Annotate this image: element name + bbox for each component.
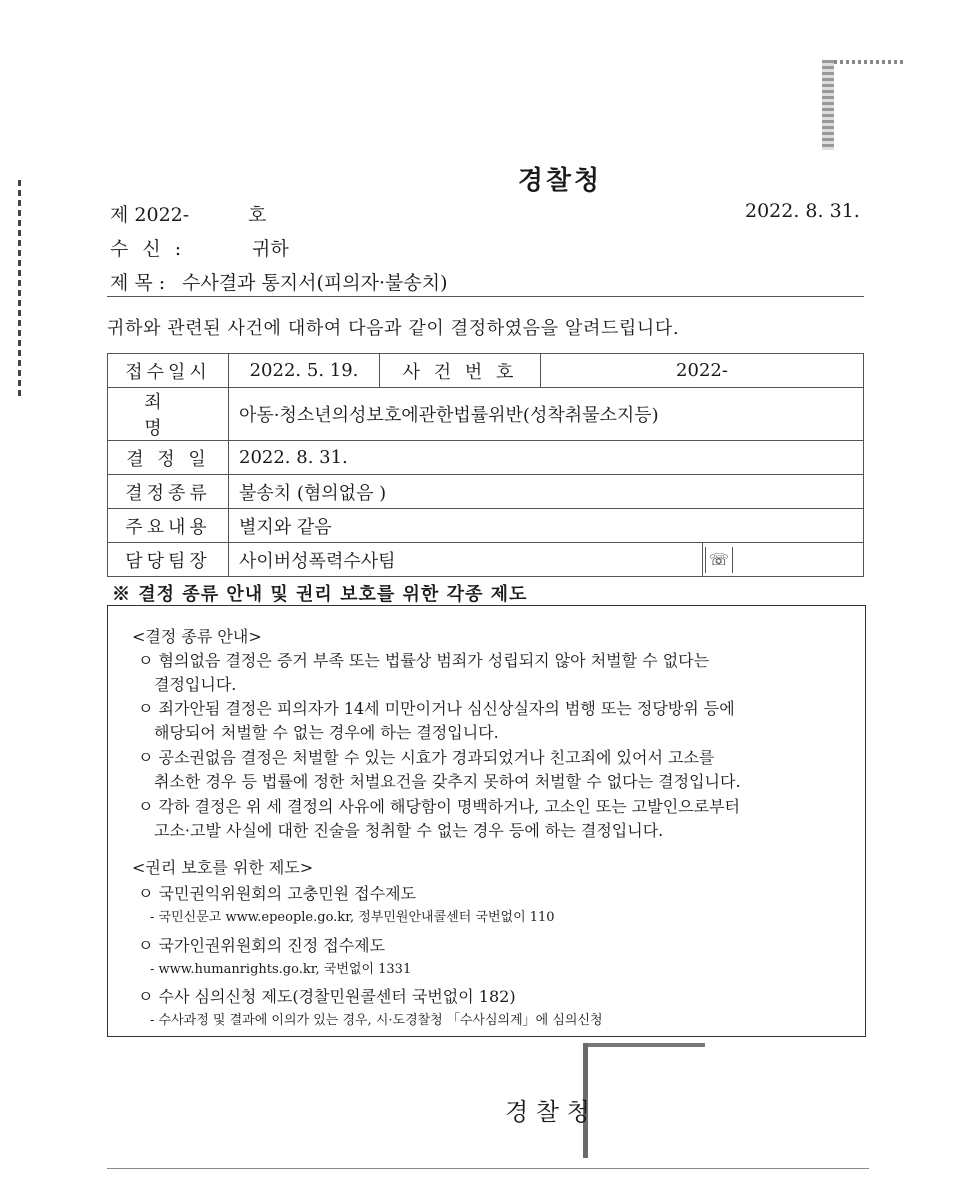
case-info-table bbox=[107, 353, 864, 577]
footer-agency: 경 찰 청 bbox=[505, 1098, 590, 1126]
decision-guide-item-line1: ㅇ 죄가안됨 결정은 피의자가 14세 미만이거나 심신상실자의 범행 또는 정당방위 등에 bbox=[138, 699, 735, 718]
phone-cell bbox=[703, 543, 864, 577]
rights-guide-item-detail: - www.humanrights.go.kr, 국번없이 1331 bbox=[150, 962, 412, 977]
rights-guide-heading: <권리 보호를 위한 제도> bbox=[132, 858, 314, 877]
receipt-date: 2022. 5. 19. bbox=[229, 354, 380, 388]
footer-divider bbox=[107, 1168, 869, 1169]
header-divider bbox=[107, 296, 864, 297]
rights-guide-item-detail: - 국민신문고 www.epeople.go.kr, 정부민원안내콜센터 국번없이 110 bbox=[150, 910, 555, 925]
scan-mark-top-right-vertical bbox=[822, 60, 834, 150]
rights-guide-item bbox=[138, 985, 603, 1028]
decision-guide-item bbox=[138, 795, 740, 843]
main-content-label: 주요내용 bbox=[108, 509, 229, 543]
intro-text: 귀하와 관련된 사건에 대하여 다음과 같이 결정하였음을 알려드립니다. bbox=[107, 318, 680, 339]
receipt-date-label: 접수일시 bbox=[108, 354, 229, 388]
doc-number-label: 제 2022- bbox=[110, 204, 190, 226]
charge: 아동·청소년의성보호에관한법률위반(성착취물소지등) bbox=[229, 388, 864, 441]
notice-title: ※ 결정 종류 안내 및 권리 보호를 위한 각종 제도 bbox=[112, 584, 528, 605]
document-title: 경찰청 bbox=[517, 166, 603, 196]
scan-mark-top-right bbox=[822, 60, 906, 64]
rights-guide-item-title: ㅇ 수사 심의신청 제도(경찰민원콜센터 국번없이 182) bbox=[138, 987, 516, 1006]
scan-mark-left bbox=[18, 180, 21, 400]
decision-date: 2022. 8. 31. bbox=[229, 441, 864, 475]
decision-guide-item-line1: ㅇ 각하 결정은 위 세 결정의 사유에 해당함이 명백하거나, 고소인 또는 고발인으로부터 bbox=[138, 797, 740, 816]
decision-guide-item-line1: ㅇ 공소권없음 결정은 처벌할 수 있는 시효가 경과되었거나 친고죄에 있어서 고소를 bbox=[138, 748, 715, 767]
decision-guide-item bbox=[138, 697, 735, 745]
rights-guide-item-detail: - 수사과정 및 결과에 이의가 있는 경우, 시·도경찰청 「수사심의계」에 심의신청 bbox=[150, 1013, 603, 1028]
doc-number-suffix: 호 bbox=[248, 204, 267, 226]
decision-guide-item-line2: 결정입니다. bbox=[154, 675, 237, 694]
stamp-frame-top bbox=[583, 1043, 705, 1047]
rights-guide-item bbox=[138, 934, 411, 977]
decision-guide-item bbox=[138, 746, 741, 794]
subject-label: 제 목 : bbox=[110, 272, 166, 294]
decision-guide-item-line2: 해당되어 처벌할 수 없는 경우에 하는 결정입니다. bbox=[154, 723, 499, 742]
decision-guide-item bbox=[138, 649, 709, 697]
recipient: 귀하 bbox=[252, 238, 289, 260]
rights-guide-item-title: ㅇ 국가인권위원회의 진정 접수제도 bbox=[138, 936, 386, 955]
decision-guide-item-line2: 취소한 경우 등 법률에 정한 처벌요건을 갖추지 못하여 처벌할 수 없다는 결정입니다. bbox=[154, 772, 741, 791]
document-date: 2022. 8. 31. bbox=[745, 200, 860, 222]
case-number-label: 사 건 번 호 bbox=[380, 354, 541, 388]
decision-guide-item-line2: 고소·고발 사실에 대한 진술을 청취할 수 없는 경우 등에 하는 결정입니다. bbox=[154, 821, 664, 840]
decision-guide-heading: <결정 종류 안내> bbox=[132, 627, 262, 646]
phone-icon: ☏ bbox=[705, 547, 733, 573]
decision-guide-item-line1: ㅇ 혐의없음 결정은 증거 부족 또는 법률상 범죄가 성립되지 않아 처벌할 수 없다는 bbox=[138, 651, 710, 670]
team-name: 사이버성폭력수사팀 bbox=[229, 543, 703, 577]
rights-guide-item-title: ㅇ 국민권익위원회의 고충민원 접수제도 bbox=[138, 884, 417, 903]
subject: 수사결과 통지서(피의자·불송치) bbox=[182, 272, 448, 294]
main-content: 별지와 같음 bbox=[229, 509, 864, 543]
charge-label: 죄 명 bbox=[108, 388, 229, 441]
team-leader-label: 담당팀장 bbox=[108, 543, 229, 577]
recipient-label: 수 신 : bbox=[110, 238, 186, 260]
decision-date-label: 결 정 일 bbox=[108, 441, 229, 475]
decision-type-label: 결정종류 bbox=[108, 475, 229, 509]
rights-guide-item bbox=[138, 882, 555, 925]
case-number: 2022- bbox=[541, 354, 864, 388]
decision-type: 불송치 (혐의없음 ) bbox=[229, 475, 864, 509]
